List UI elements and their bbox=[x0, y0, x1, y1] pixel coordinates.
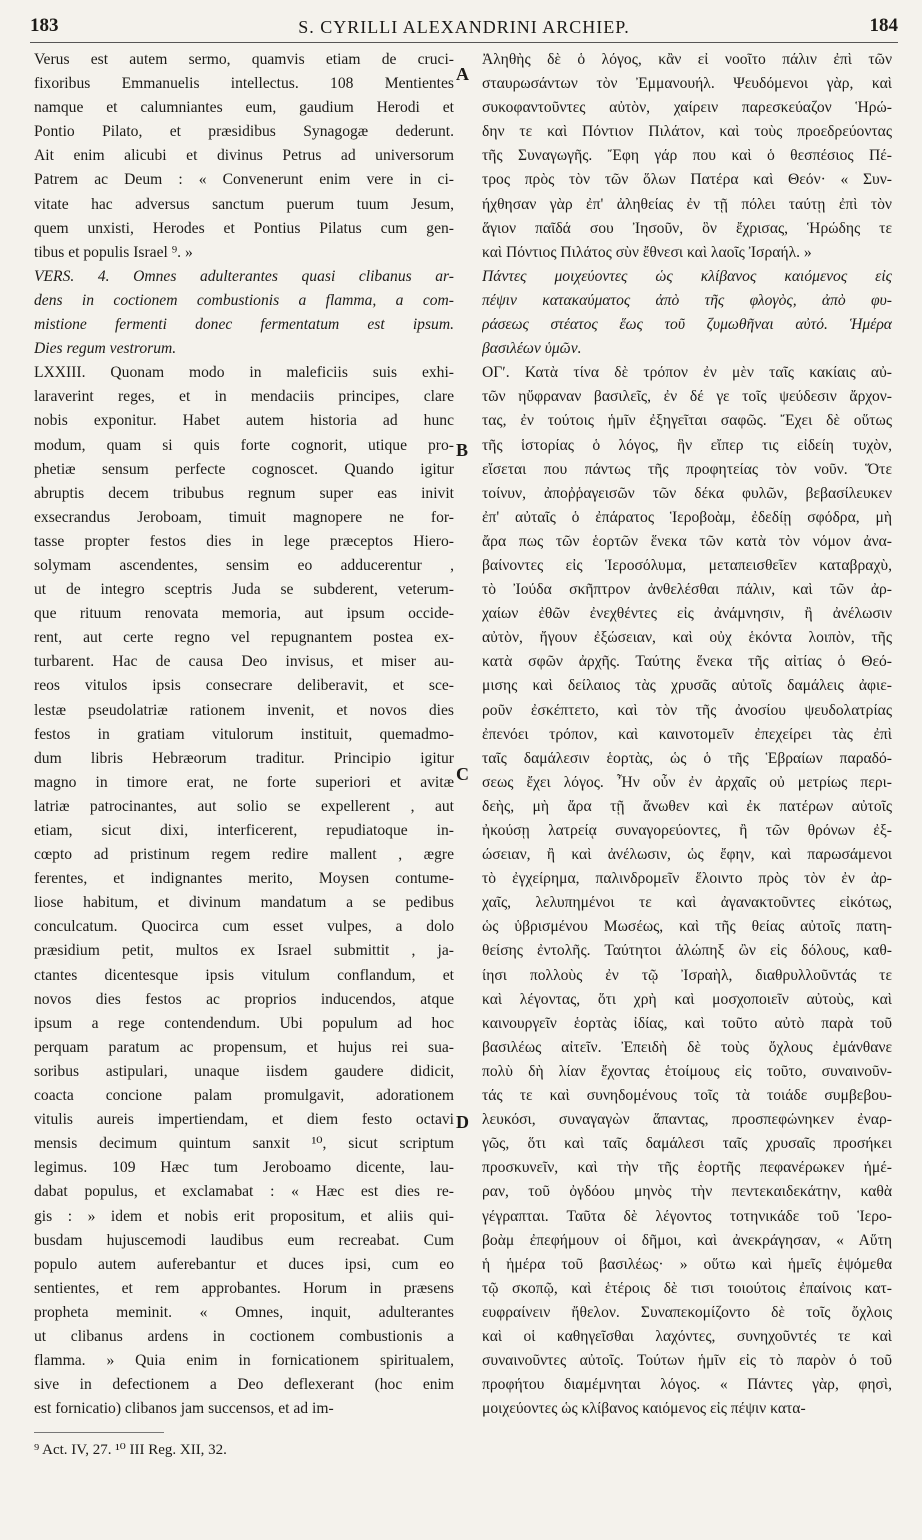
text-line: ἄρα πως τῶν ἑορτῶν ἕνεκα τῶν κατὰ τὸν νόμον ἀνα- bbox=[482, 532, 892, 550]
text-line: τὸ Ἰούδα σκῆπτρον ἀνθελέσθαι πάλιν, καὶ τῶν ἀρ- bbox=[482, 581, 892, 599]
text-line: ἐπ' αὐταῖς ὁ ἐπάρατος Ἱεροβοὰμ, ἐδεδίῃ σφόδρα, μὴ bbox=[482, 508, 892, 526]
text-line: Verus est autem sermo, quamvis etiam de cruci- bbox=[34, 51, 454, 68]
text-line: πέψιν κατακαύματος ἀπὸ τῆς φλογὸς, ἀπὸ φυ- bbox=[482, 291, 892, 309]
text-line: cœpto ad pristinum regem redire mallent , ægre bbox=[34, 846, 454, 864]
text-line: laraverint reges, et in mendaciis principes, clare bbox=[34, 388, 454, 406]
text-line: dens in coctionem combustionis a flamma, a com- bbox=[34, 291, 454, 309]
text-line: solymam ascendentes, sensim eo adducerentur , bbox=[34, 556, 454, 574]
text-line: ipsum a rege contendendum. Ubi populum ad hoc bbox=[34, 1014, 454, 1032]
text-line: dabat populus, et exclamabat : « Hæc est dies re- bbox=[34, 1183, 454, 1201]
text-line: modum, quam si quis forte cognorit, utique pro- bbox=[34, 436, 454, 454]
text-line: πολὺ δὴ λίαν ἔχοντας ἑτοίμους εἰς τοῦτο, συναινοῦν- bbox=[482, 1062, 892, 1080]
text-line: est fornicatio) clibanos jam succensos, et ad im- bbox=[34, 1400, 334, 1418]
text-line: αὐτὸν, ἤγουν ἐξώσειαν, καὶ οὐχ ἑκόντα λοιπὸν, τῆς bbox=[482, 629, 892, 647]
running-title: S. CYRILLI ALEXANDRINI ARCHIEP. bbox=[298, 17, 630, 37]
text-line: exsecrandus Jeroboam, timuit magnopere ne for- bbox=[34, 508, 454, 526]
text-line: καὶ Πόντιος Πιλάτος σὺν ἔθνεσι καὶ λαοῖς Ἰσραήλ. » bbox=[482, 243, 812, 261]
text-line: flamma. » Quia enim in fornicationem spiritualem, bbox=[34, 1352, 454, 1370]
text-line: τῶν ηὔφραναν βασιλεῖς, ἐν δέ γε τοῖς ψεύδεσιν ἄρχον- bbox=[482, 388, 892, 406]
text-line: fixoribus Emmanuelis intellectus. 108 Mentientes bbox=[34, 75, 454, 93]
text-line: ferentes, et indignantes merito, Moysen contume- bbox=[34, 870, 454, 888]
text-line: ράσεως στέατος ἕως τοῦ ζυμωθῆναι αὐτό. Ἡμέρα bbox=[482, 316, 892, 334]
text-line: novos dies festos ac proprios inducendos, atque bbox=[34, 990, 454, 1008]
text-line: LXXIII. Quonam modo in maleficiis suis exhi- bbox=[34, 364, 454, 382]
text-line: tasse propter festos dies in lege præceptos Hiero- bbox=[34, 532, 454, 550]
text-line: δεὴς, μὴ ἄρα τῇ ἄνωθεν καὶ ἐκ πατέρων αὐτοῖς bbox=[482, 797, 892, 815]
text-line: abruptis decem tribubus regnum super eas inivit bbox=[34, 484, 454, 502]
text-line: χαῖς, λελυπημένοι τε καὶ ἀγανακτοῦντες εἰκότως, bbox=[482, 894, 892, 912]
text-line: τρος πρὸς τὸν τῶν ὅλων Πατέρα καὶ Θεόν· « Συν- bbox=[482, 171, 892, 189]
greek-column bbox=[482, 48, 892, 1428]
page-number-left: 183 bbox=[30, 15, 59, 36]
text-line: ήχθησαν γὰρ ἐπ' ἀληθείας ἐν τῇ πόλει ταύτῃ ἐπὶ τὸν bbox=[482, 195, 892, 213]
text-line: coacta concione palam promulgavit, adorationem bbox=[34, 1087, 454, 1105]
text-line: sive in defectionem a Deo deflexerant (hoc enim bbox=[34, 1376, 454, 1394]
text-line: tibus et populis Israel ⁹. » bbox=[34, 243, 193, 261]
text-line: Ἀληθὴς δὲ ὁ λόγος, κἂν εἰ νοοῖτο πάλιν ἐπὶ τῶν bbox=[482, 51, 892, 68]
text-line: τοίνυν, ἀποῤῥαγεισῶν τῶν δέκα φυλῶν, βεβασίλευκεν bbox=[482, 484, 892, 502]
text-line: soribus astipulari, unaque iisdem gaudere didicit, bbox=[34, 1062, 454, 1080]
text-line: rent, aut certe regno vel repugnantem postea ex- bbox=[34, 629, 454, 647]
text-line: mistione fermenti donec fermentatum est ipsum. bbox=[34, 316, 454, 334]
text-line: præsidium petit, multos ex Israel submittit , ja- bbox=[34, 942, 454, 960]
text-line: βασιλέως αἰτεῖν. Ἐπειδὴ δὲ τοὺς ὄχλους ἐμάνθανε bbox=[482, 1038, 892, 1056]
text-line: ταῖς δαμάλεσιν ἑορτὰς, ὡς ὁ τῆς Ἑβραίων παραδό- bbox=[482, 749, 892, 767]
text-line: conculcatum. Quocirca cum esset vulpes, a dolo bbox=[34, 918, 454, 936]
text-line: namque et calumniantes eum, gaudium Herodi et bbox=[34, 99, 454, 117]
text-line: Πάντες μοιχεύοντες ὡς κλίβανος καιόμενος εἰς bbox=[482, 267, 892, 285]
text-line: ώσειαν, ἢ καὶ ἀνέλωσιν, ὡς ἔφην, καὶ παρωσάμενοι bbox=[482, 846, 892, 864]
text-line: reos vitulos ipsis consecrare deliberavit, et sce- bbox=[34, 677, 454, 695]
text-line: λευκόσι, συναγαγὼν ἅπαντας, προσπεφώνηκεν ἐναρ- bbox=[482, 1111, 892, 1129]
text-line: ΟΓʹ. Κατὰ τίνα δὲ τρόπον ἐν μὲν ταῖς κακίαις αὐ- bbox=[482, 364, 892, 382]
text-line: γέγραπται. Ταῦτα δὲ λέγοντος τοτηνικάδε τοῦ Ἱερο- bbox=[482, 1207, 892, 1225]
text-line: συκοφαντοῦντες αὐτὸν, χαίρειν παρεσκεύαζον Ἡρώ- bbox=[482, 99, 892, 117]
text-line: βαίνοντες εἰς Ἱεροσόλυμα, μεταπεισθεῖεν καταβραχὺ, bbox=[482, 556, 892, 574]
text-line: quem unxisti, Herodes et Pontius Pilatus cum gen- bbox=[34, 219, 454, 237]
text-line: que rituum renovata memoria, aut ipsum occide- bbox=[34, 605, 454, 623]
text-line: etiam, sicut dixi, interficerent, repudiatoque in- bbox=[34, 822, 454, 839]
text-line: κατὰ σφῶν ἀρχῆς. Ταύτης ἕνεκα τῆς αἰτίας ὁ Θεό- bbox=[482, 653, 892, 671]
text-line: ὡς ὑβρισμένου Μωσέως, καὶ τῆς θείας αὐτοῖς πατη- bbox=[482, 918, 892, 936]
text-line: καὶ οἱ καθηγεῖσθαι λαχόντες, συνηχοῦντές τε καὶ bbox=[482, 1327, 892, 1345]
text-line: ἐπενόει τρόπον, καὶ καινοτομεῖν ἐπεχείρει τὰς ἐπὶ bbox=[482, 725, 892, 743]
text-line: Dies regum vestrorum. bbox=[34, 340, 177, 358]
text-line: τῆς ἱστορίας ὁ λόγος, ἣν εἴπερ τις εἰδείη τυχὸν, bbox=[482, 436, 892, 454]
text-line: Pontio Pilato, et præsidibus Synagogæ dederunt. bbox=[34, 123, 454, 141]
text-line: legimus. 109 Hæc tum Jeroboamo dicente, lau- bbox=[34, 1159, 454, 1177]
text-line: propheta meminit. « Omnes, inquit, adulterantes bbox=[34, 1303, 454, 1321]
text-line: προφήτου διαμέμνηται λόγος. « Πάντες γὰρ, φησὶ, bbox=[482, 1376, 892, 1394]
text-line: perquam paratum ac propensum, et hujus rei sua- bbox=[34, 1038, 454, 1056]
text-line: latriæ patrocinantes, aut solio se expellerent , aut bbox=[34, 797, 454, 815]
text-line: θείσης ἐντολῆς. Ταύτητοι ἀλώπηξ ὢν εἰς δόλους, καθ- bbox=[482, 942, 892, 960]
text-line: mensis decimum quintum sanxit ¹⁰, sicut scriptum bbox=[34, 1135, 454, 1153]
text-line: τας, ἐν τούτοις ἡμῖν ἐξηγεῖται σαφῶς. Ἔχει δὲ οὕτως bbox=[482, 412, 892, 430]
text-line: nobis exponitur. Habet autem historia ad hunc bbox=[34, 412, 454, 430]
text-line: ut de integro sceptris Juda se subderent, veterum- bbox=[34, 581, 454, 599]
text-line: ροῦν ἐσκέπτετο, καὶ τὸν τῆς ἀνοσίου ψευδολατρίας bbox=[482, 701, 892, 719]
text-line: δην τε καὶ Πόντιον Πιλάτον, καὶ τοὺς προεδρεύοντας bbox=[482, 123, 892, 141]
text-line: χαίων ἐθῶν ἐνεχθέντες εἰς ἀνάμνησιν, ἢ ἀνέλωσιν bbox=[482, 605, 892, 623]
latin-column bbox=[34, 48, 454, 1428]
text-line: τὸ ἐγχείρημα, παλινδρομεῖν ἕλοιντο πρὸς τὸν ἐν ἀρ- bbox=[482, 870, 892, 888]
text-line: ἠκούσῃ λατρείᾳ συναγορεύοντες, ἢ τῶν θρόνων ἐξ- bbox=[482, 822, 892, 839]
text-line: βοὰμ ἐπεφήμουν οἱ δῆμοι, καὶ ἀνεκράγησαν, « Αὕτη bbox=[482, 1231, 892, 1249]
text-line: ίησι πολλοὺς ἐν τῷ Ἰσραὴλ, διαθρυλλοῦντάς τε bbox=[482, 966, 892, 984]
text-line: dum libris Hebræorum traditur. Principio igitur bbox=[34, 749, 454, 767]
running-header bbox=[30, 12, 898, 43]
text-line: καὶ λέγοντας, ὅτι χρὴ καὶ μοσχοποιεῖν αὐτοὺς, καὶ bbox=[482, 990, 892, 1008]
text-line: καινουργεῖν ἑορτὰς ἰδίας, καὶ τοῦτο αὐτὸ παρὰ τοῦ bbox=[482, 1014, 892, 1032]
text-line: VERS. 4. Omnes adulterantes quasi clibanus ar- bbox=[34, 267, 454, 285]
text-line: lestæ pseudolatriæ rationem invenit, et novos dies bbox=[34, 701, 454, 719]
text-line: προσκυνεῖν, καὶ τὴν τῆς ἑορτῆς πεφανέρωκεν ἡμέ- bbox=[482, 1159, 892, 1177]
text-line: ut clibanus ardens in coctionem combustionis a bbox=[34, 1327, 454, 1345]
text-line: μισης καὶ δείλαιος τὰς χρυσᾶς αὐτοῖς δαμάλεις ἀφιε- bbox=[482, 677, 892, 695]
text-line: μοιχεύοντες ὡς κλίβανος καιόμενος εἰς πέψιν κατα- bbox=[482, 1400, 806, 1418]
footnote-rule bbox=[34, 1432, 164, 1433]
text-line: ἅγιον παῖδά σου Ἰησοῦν, ὃν ἔχρισας, Ἡρώδης τε bbox=[482, 219, 892, 237]
margin-marker-b: B bbox=[456, 440, 469, 460]
margin-marker-c: C bbox=[456, 764, 469, 784]
text-line: turbarent. Hac de causa Deo invisus, et miser au- bbox=[34, 653, 454, 671]
text-line: σεως ἔχει λόγος. Ἦν οὖν ἐν ἀρχαῖς οὐ μετρίως περι- bbox=[482, 773, 892, 791]
text-line: Patrem ac Deum : « Convenerunt enim vere in ci- bbox=[34, 171, 454, 189]
text-line: τῷ σκοπῷ, καὶ ἑτέροις δὲ τισι τοιούτοις ἐπαίνοις κατ- bbox=[482, 1279, 892, 1297]
text-line: συναινοῦντες αὐτοῖς. Τούτων ἡμῖν εἰς τὸ παρὸν ὁ τοῦ bbox=[482, 1352, 892, 1370]
text-line: festos in gratiam vitulorum instituit, quemadmo- bbox=[34, 725, 454, 743]
text-line: γῶς, ὅτι καὶ ταῖς δαμάλεσι ταῖς χρυσαῖς προσήκει bbox=[482, 1135, 892, 1153]
text-line: σταυρωσάντων τὸν Ἐμμανουήλ. Ψευδόμενοι γὰρ, καὶ bbox=[482, 75, 892, 93]
footnotes: ⁹ Act. IV, 27. ¹⁰ III Reg. XII, 32. bbox=[34, 1442, 227, 1458]
text-line: τάς τε καὶ συνηδομένους τοῖς τὰ τοιάδε συμβεβου- bbox=[482, 1087, 892, 1105]
text-line: liose habitum, et divinum mandatum a se pedibus bbox=[34, 894, 454, 912]
text-line: sentientes, et rem approbantes. Horum in præsens bbox=[34, 1279, 454, 1297]
text-line: ευφραίνειν ἤθελον. Συναπεκομίζοντο δὲ τοῖς ὄχλοις bbox=[482, 1303, 892, 1321]
text-line: populo autem auferebantur et duces ipsi, cum eo bbox=[34, 1255, 454, 1273]
margin-marker-a: A bbox=[456, 64, 469, 84]
text-line: vitulis aureis impertiendam, et diem festo octavi bbox=[34, 1111, 454, 1129]
text-line: magno in timore erat, ne forte superiori et avitæ bbox=[34, 773, 454, 791]
text-line: ραν, τοῦ ὀγδόου μηνὸς τὴν πεντεκαιδεκάτην, καθὰ bbox=[482, 1183, 892, 1201]
text-line: ctantes dicentesque ipsis vitulum conflandum, et bbox=[34, 966, 454, 984]
text-line: βασιλέων ὑμῶν. bbox=[482, 340, 582, 358]
text-line: τῆς Συναγωγῆς. Ἔφη γάρ που καὶ ὁ θεσπέσιος Πέ- bbox=[482, 147, 892, 165]
text-line: Ait enim alicubi et divinus Petrus ad universorum bbox=[34, 147, 454, 165]
text-line: gis : » idem et nobis erit propositum, et aliis qui- bbox=[34, 1207, 454, 1225]
text-line: ἡ ἡμέρα τοῦ βασιλέως· » οὕτω καὶ ἡμεῖς ἑψόμεθα bbox=[482, 1255, 892, 1273]
text-line: busdam hujuscemodi laudibus eum recreabat. Cum bbox=[34, 1231, 454, 1249]
text-line: εἴσεται που πάντως τῆς προφητείας τὸν νοῦν. Ὅτε bbox=[482, 460, 892, 478]
page-number-right: 184 bbox=[869, 15, 898, 36]
text-line: vitate hac adversus sanctum puerum tuum Jesum, bbox=[34, 195, 454, 213]
text-line: phetiæ sensum perfecte cognoscet. Quando igitur bbox=[34, 460, 454, 478]
margin-marker-d: D bbox=[456, 1112, 469, 1132]
